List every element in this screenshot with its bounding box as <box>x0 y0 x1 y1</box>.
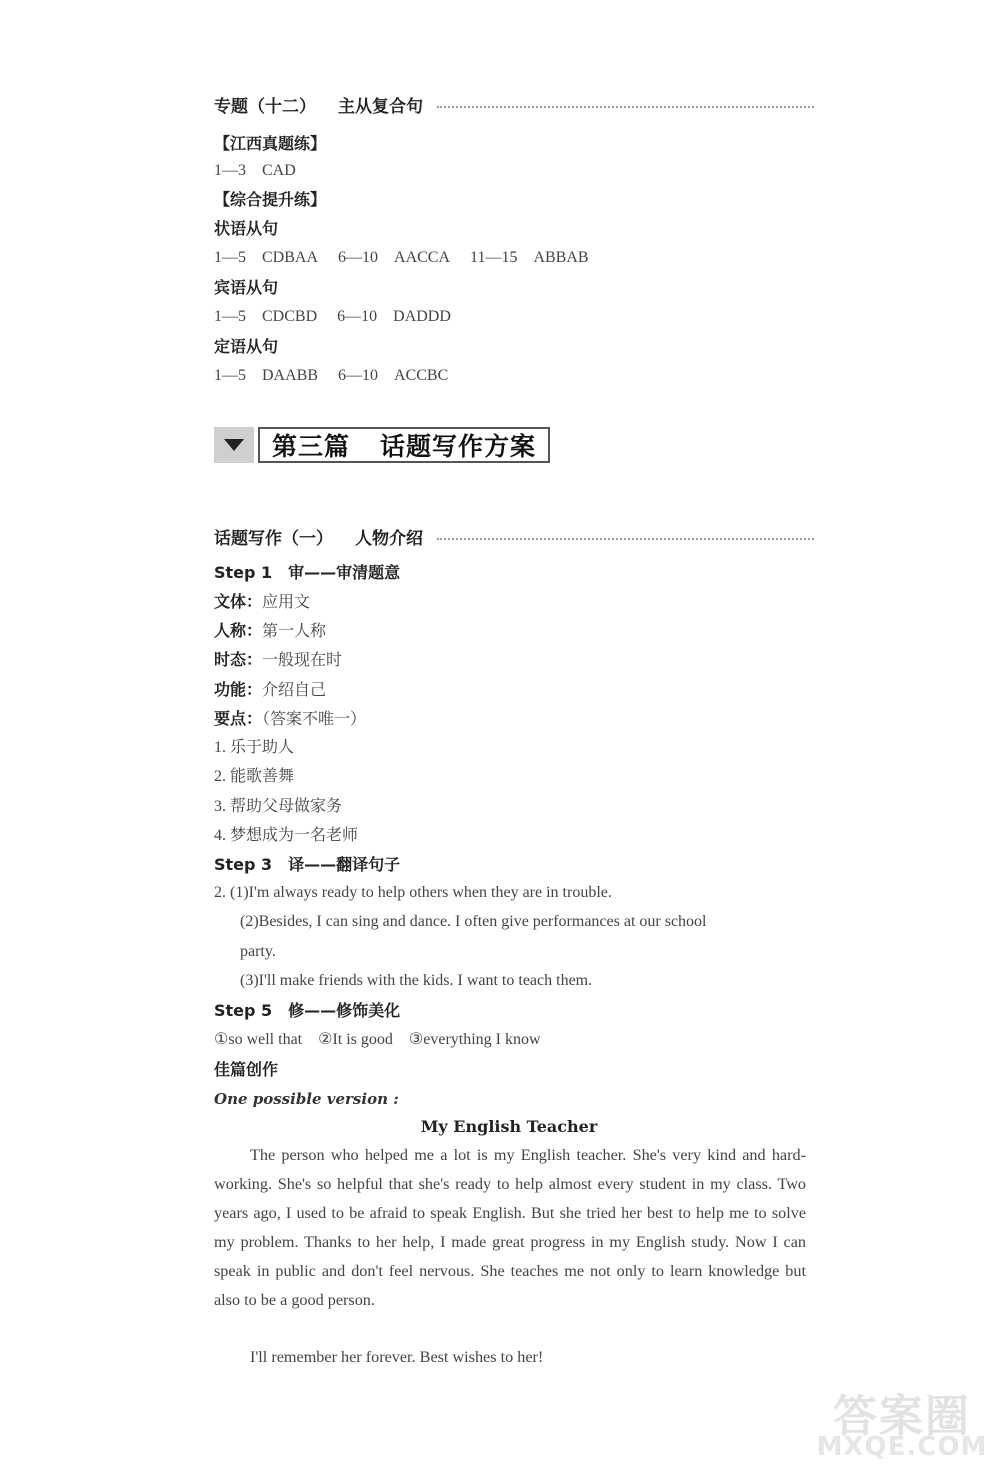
answer-group: 6—10 AACCA <box>338 249 451 266</box>
person-value: 第一人称 <box>262 623 327 640</box>
polish-answers: ①so well that ②It is good ③everything I know <box>214 1031 541 1048</box>
answer-group: 11—15 ABBAB <box>470 249 589 266</box>
essay-paragraph-1: The person who helped me a lot is my English teacher. She's very kind and hard-working. She's so helpful that she's ready to help almost every student in my class. Two years ago, I used to be afraid to speak English. But she tried her best to help me to solve my problem. Thanks to her help, I made great progress in my English study. Now I can speak in public and don't feel nervous. She teaches me not only to learn knowledge but also to be a good person. <box>214 1146 806 1309</box>
zonghe-label: 【综合提升练】 <box>214 190 327 209</box>
watermark-text-cn: 答案圈 <box>833 1391 971 1442</box>
point-item: 4. 梦想成为一名老师 <box>214 827 359 844</box>
point-item: 3. 帮助父母做家务 <box>214 798 343 815</box>
translation-2b: party. <box>240 943 276 960</box>
version-label: One possible version : <box>214 1090 399 1108</box>
jiangxi-label: 【江西真题练】 <box>214 134 327 153</box>
object-clause-label: 宾语从句 <box>214 278 279 297</box>
genre-label: 文体： <box>214 592 263 611</box>
person-row <box>214 621 326 642</box>
part-3-banner <box>214 427 550 463</box>
part-3-title <box>258 427 550 463</box>
answer-group: 1—5 CDBAA <box>214 249 319 266</box>
function-label: 功能： <box>214 680 263 699</box>
essay-title: My English Teacher <box>420 1117 598 1136</box>
section-12-title: 主从复合句 <box>338 97 423 117</box>
answer-group: 1—5 DAABB <box>214 367 319 384</box>
dotted-leader <box>437 106 814 108</box>
tense-label: 时态： <box>214 650 263 669</box>
point-item: 1. 乐于助人 <box>214 739 295 756</box>
translation-1: 2. (1)I'm always ready to help others when they are in trouble. <box>214 884 612 901</box>
genre-value: 应用文 <box>262 594 311 611</box>
dotted-leader <box>437 538 814 540</box>
watermark-text-en: MXQE.COM <box>816 1432 988 1462</box>
watermark-logo <box>812 1380 992 1470</box>
topic-1-title: 人物介绍 <box>355 529 423 549</box>
model-essay-label: 佳篇创作 <box>214 1060 279 1079</box>
step-5-heading: Step 5 修——修饰美化 <box>214 1001 401 1020</box>
object-clause-answers <box>214 307 451 327</box>
part-3-name: 话题写作方案 <box>380 432 537 461</box>
translation-3: (3)I'll make friends with the kids. I want to teach them. <box>240 972 593 989</box>
jiangxi-answer: 1—3 CAD <box>214 162 296 179</box>
essay-paragraph-2: I'll remember her forever. Best wishes to her! <box>250 1348 544 1366</box>
genre-row <box>214 592 310 613</box>
point-item: 2. 能歌善舞 <box>214 768 295 785</box>
section-12-heading <box>214 92 814 117</box>
answer-group: 6—10 ACCBC <box>338 367 449 384</box>
answer-group: 6—10 DADDD <box>337 308 451 325</box>
tense-value: 一般现在时 <box>262 652 343 669</box>
topic-1-number: 话题写作（一） <box>214 529 333 549</box>
part-3-number: 第三篇 <box>272 432 351 461</box>
answer-group: 1—5 CDCBD <box>214 308 318 325</box>
topic-1-heading <box>214 524 814 549</box>
points-row <box>214 709 366 730</box>
attributive-clause-answers <box>214 366 448 386</box>
chevron-down-icon <box>214 427 254 463</box>
adverbial-clause-label: 状语从句 <box>214 219 279 238</box>
function-row <box>214 680 326 701</box>
adverbial-clause-answers <box>214 248 589 268</box>
tense-row <box>214 650 342 671</box>
section-12-number: 专题（十二） <box>214 97 316 117</box>
attributive-clause-label: 定语从句 <box>214 337 279 356</box>
function-value: 介绍自己 <box>262 682 327 699</box>
translation-2a: (2)Besides, I can sing and dance. I often give performances at our school <box>240 913 707 930</box>
person-label: 人称： <box>214 621 263 640</box>
points-note: （答案不唯一） <box>262 711 367 728</box>
step-1-heading: Step 1 审——审清题意 <box>214 563 401 582</box>
points-label: 要点： <box>214 709 263 728</box>
step-3-heading: Step 3 译——翻译句子 <box>214 855 401 874</box>
